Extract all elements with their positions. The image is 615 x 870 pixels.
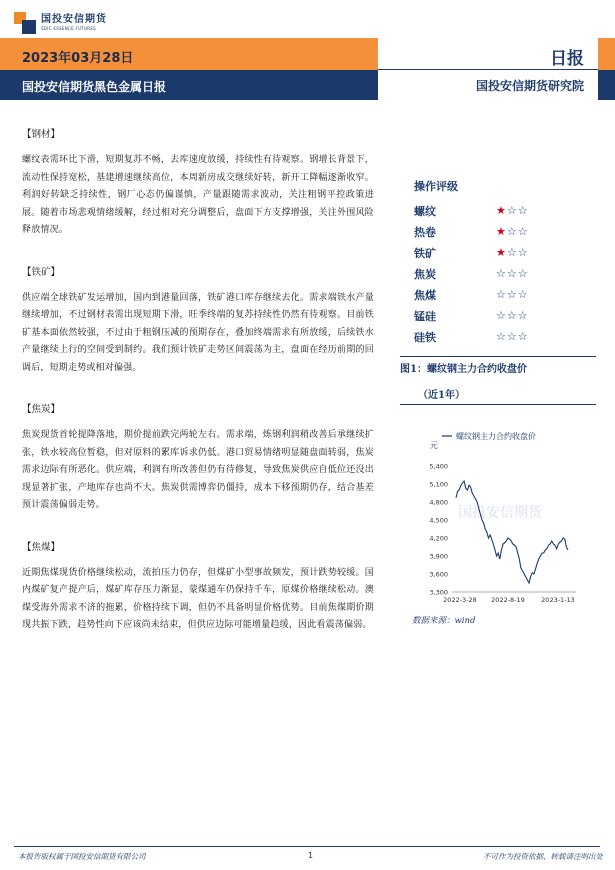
company-logo [14,8,107,38]
y-tick-label: 3,900 [429,552,448,561]
rating-title: 操作评级 [414,180,458,193]
section-coke [22,399,374,515]
section-title: 【焦炭】 [22,404,61,415]
rating-stars: ★☆☆ [496,225,529,238]
org-name: 国投安信期货研究院 [475,79,584,93]
y-tick-label: 5,100 [429,480,448,489]
rating-stars: ★☆☆ [496,246,529,259]
y-tick-label: 5,400 [429,462,448,471]
x-tick-label: 2022-8-19 [491,596,525,604]
figure-subtitle: （近1年） [418,390,465,401]
rating-row [414,305,594,326]
footer-disclaimer: 不可作为投资依据，转载请注明出处 [483,852,603,861]
rating-panel [414,178,594,347]
footer-copyright: 本报告版权属于国投安信期货有限公司 [18,852,146,861]
chart-watermark: 国投安信期货 [458,505,542,521]
y-tick-label: 4,500 [429,516,448,525]
section-title: 【铁矿】 [22,266,61,278]
rating-name: 锰硅 [414,309,436,323]
figure-rule [400,404,596,405]
report-name: 国投安信期货黑色金属日报 [22,80,167,94]
rating-row [414,221,594,242]
rating-stars: ☆☆☆ [496,309,529,322]
logo-cn-text: 国投安信期货 [41,14,107,25]
section-steel [22,124,374,240]
x-tick-label: 2023-1-13 [541,596,575,604]
rating-row [414,284,594,305]
y-tick-label: 3,300 [429,588,448,597]
section-body: 焦炭现货首轮提降落地，期价提前跌完两轮左右。需求端，炼钢利润稍改善后承继续扩张，铁水较高位暂稳，但对原料的累库诉求仍低。港口贸易情绪明显随盘面转弱，焦炭需求边际有所恶化。供应端，利润有所改善但仍有待修复，导致焦炭供应自低位还没出现显著扩张，产地库存也尚不大。焦炭供需博弈仍僵持，成本下移预期仍存，结合基差预计震荡偏弱走势。 [22,430,374,510]
section-body: 近期焦煤现货价格继续松动，流拍压力仍存，但煤矿小型事故频发，预计跌势较缓。国内煤矿复产提产后，煤矿库存压力渐显，蒙煤通车仍保持千车，原煤价格继续松动。澳煤受海外需求不济的拖累，价格持续下调，但仍不具备明显价格优势。目前焦煤期价期现共振下跌，趋势性向下应该尚未结束，但供应边际可能增量趋缓，因此看震荡偏弱。 [22,567,374,630]
price-chart [400,422,596,610]
y-axis-unit: 元 [430,441,438,450]
main-content [22,124,374,645]
rating-stars: ☆☆☆ [496,288,529,301]
logo-en-text: SDIC ESSENCE FUTURES [41,26,97,31]
rating-stars: ☆☆☆ [496,267,529,280]
rating-stars: ☆☆☆ [496,330,529,343]
rating-name: 焦炭 [414,267,436,281]
figure-top-rule [400,356,596,357]
y-tick-label: 4,800 [429,498,448,507]
page-number: 1 [308,851,314,860]
rating-stars: ★☆☆ [496,204,529,217]
rating-name: 焦煤 [414,288,436,302]
rating-name: 硅铁 [414,330,436,344]
rating-row [414,326,594,347]
report-date: 2023年03月28日 [22,51,134,66]
section-body: 螺纹表需环比下滑，短期复苏不畅，去库速度放缓，持续性有待观察。钢增长背景下，流动性保持宽松，基建增速继续高位，本周新房成交继续好转，新开工降幅逐渐收窄。利润好转缺乏持续性，钢厂心态仍偏谨慎，产量跟随需求波动，关注粗钢平控政策进展。随着市场悲观情绪缓解，经过相对充分调整后，盘面下方支撑增强，关注外围风险释放情况。 [22,155,374,235]
rating-name: 热卷 [414,225,436,239]
x-tick-label: 2022-3-28 [443,596,477,604]
rating-name: 铁矿 [414,246,436,260]
header-divider [378,69,598,70]
rating-row [414,263,594,284]
y-tick-label: 3,600 [429,570,448,579]
rating-row [414,200,594,221]
section-title: 【钢材】 [22,129,61,140]
rating-row [414,242,594,263]
section-title: 【焦煤】 [22,541,61,553]
section-coking-coal [22,537,374,635]
data-source: 数据来源：wind [412,616,476,626]
rating-name: 螺纹 [414,204,436,218]
footer-rule [14,846,600,847]
section-iron-ore [22,262,374,378]
section-body: 供应端全球铁矿发运增加，国内到港量回落，铁矿港口库存继续去化。需求端铁水产量继续增加，不过钢材表需出现短期下滑，旺季终端的复苏持续性仍然有待观察。目前铁矿基本面依然较强，不过由于粗钢压减的预期存在，叠加终端需求有所放缓，后续铁水产量继续上行的空间受到制约。我们预计铁矿走势区间震荡为主，盘面在经历前期的回调后，短期走势或相对偏强。 [22,292,374,373]
figure-title: 图1：螺纹钢主力合约收盘价 [400,364,527,375]
report-type: 日报 [550,49,584,69]
legend-label: 螺纹钢主力合约收盘价 [456,432,536,441]
header-right-panel [378,38,598,100]
y-tick-label: 4,200 [429,534,448,543]
logo-mark-icon [14,12,36,34]
series-line [456,481,568,583]
